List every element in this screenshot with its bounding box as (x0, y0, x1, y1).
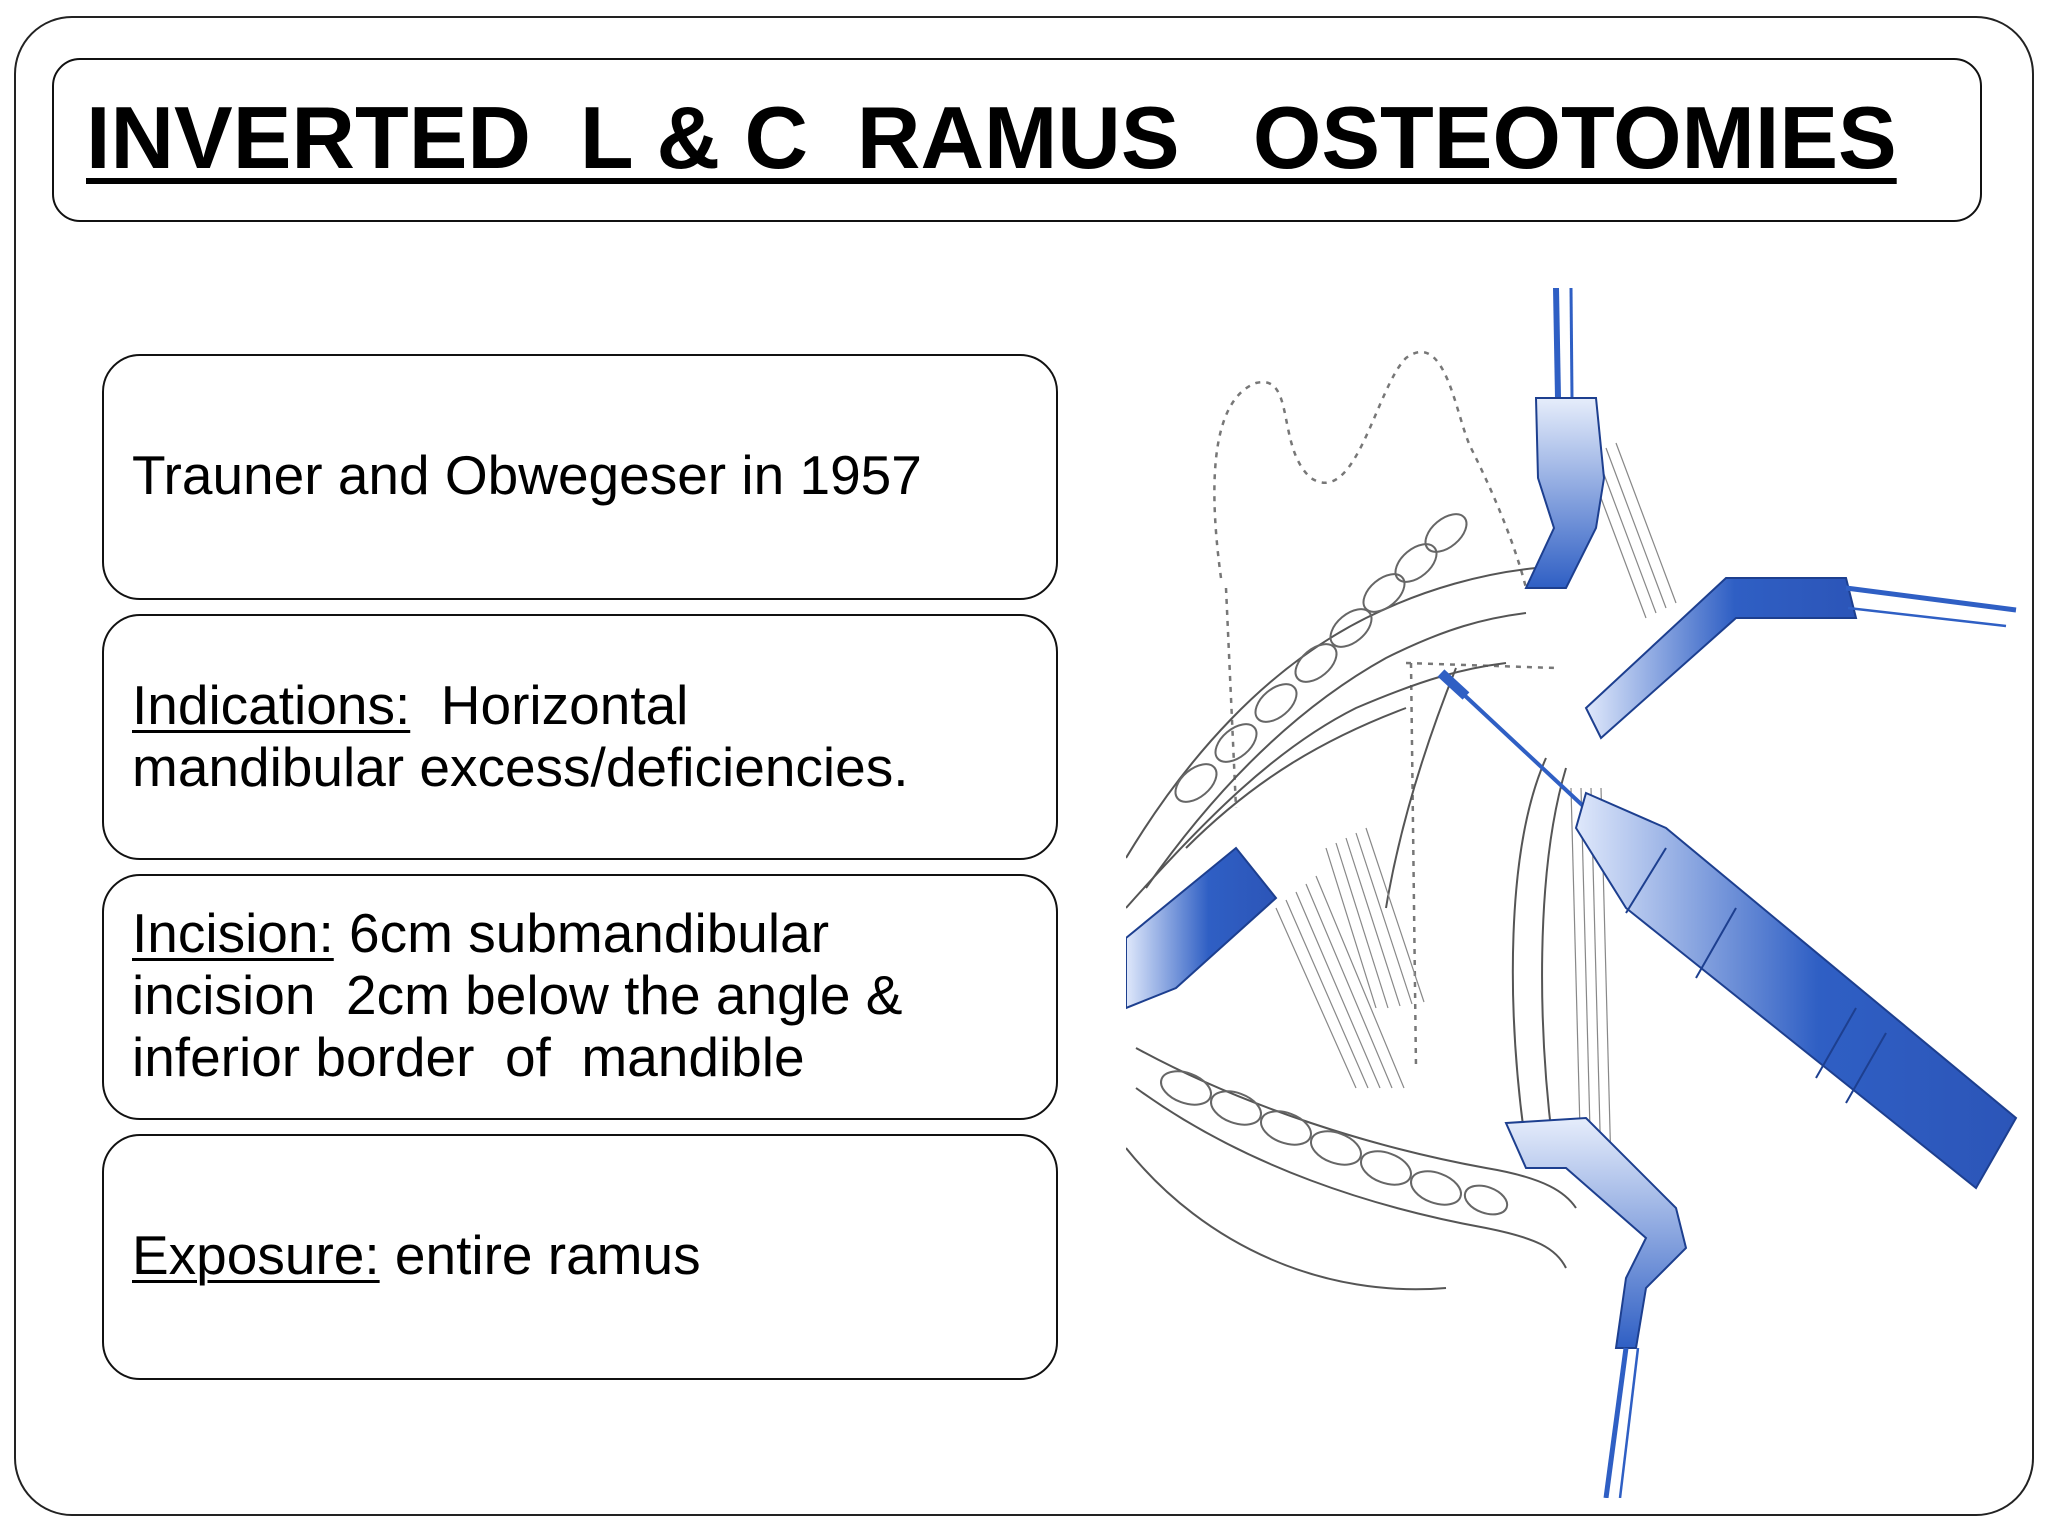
oscillating-saw-instrument (1441, 673, 2016, 1188)
exposure-text: entire ramus (379, 1224, 701, 1286)
retractor-bottom (1506, 1118, 1686, 1498)
exposure-label: Exposure: (132, 1224, 380, 1286)
retractor-top (1526, 288, 1604, 588)
info-box-incision-text (132, 902, 902, 1088)
info-box-indications-text (132, 674, 909, 798)
teeth-row-upper (1169, 507, 1474, 809)
slide-title: INVERTED L & C RAMUS OSTEOTOMIES (86, 88, 1897, 187)
indications-label: Indications: (132, 674, 411, 736)
indications-text: Horizontal mandibular excess/deficiencies. (132, 674, 909, 798)
teeth-row-lower (1156, 1065, 1511, 1220)
info-box-history-text (132, 444, 922, 506)
surgical-ramus-osteotomy-illustration (1126, 288, 2026, 1498)
retractor-left (1126, 848, 1276, 1008)
retractor-right (1586, 578, 2016, 738)
incision-text: 6cm submandibular incision 2cm below the angle & inferior border of mandible (132, 902, 903, 1088)
history-text: Trauner and Obwegeser in 1957 (132, 444, 922, 506)
incision-label: Incision: (132, 902, 334, 964)
info-box-exposure-text (132, 1224, 701, 1286)
